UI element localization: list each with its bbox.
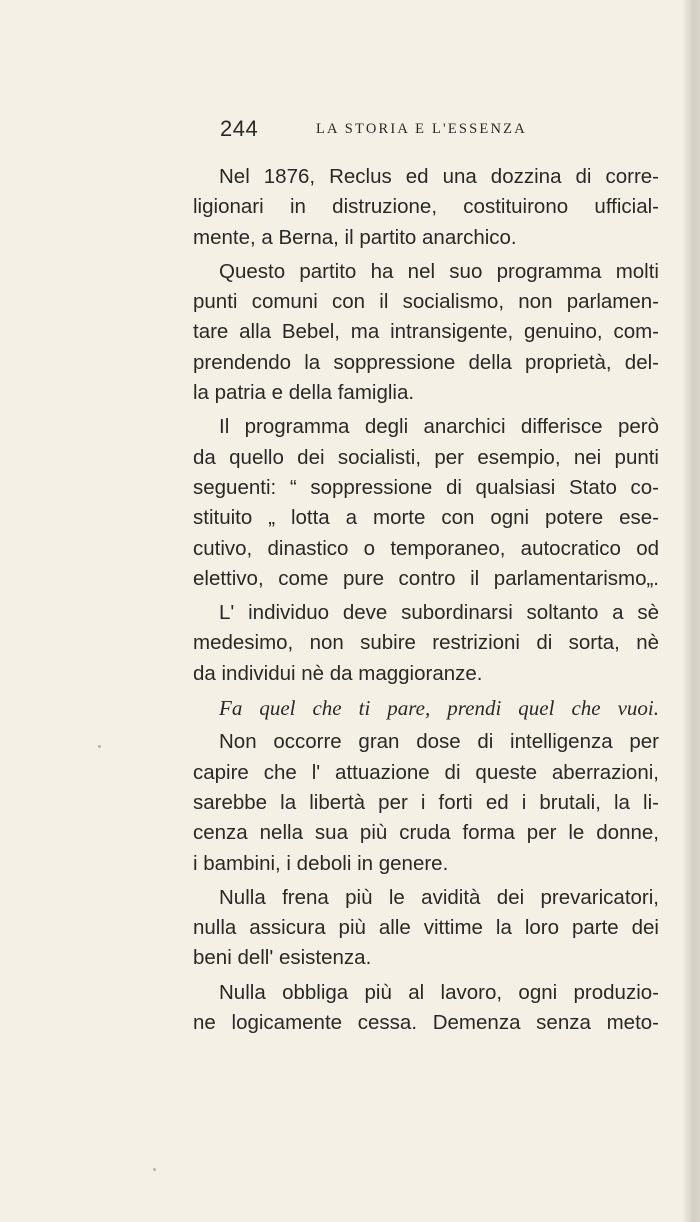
paragraph: [193, 727, 659, 878]
text-line: Nulla frena più le avidità dei prevaricatori,: [219, 885, 659, 909]
text-line: medesimo, non subire restrizioni di sorta, nè: [193, 631, 659, 655]
text-line: da quello dei socialisti, per esempio, nei punti: [193, 445, 659, 469]
text-line: beni dell' esistenza.: [193, 946, 372, 970]
body-text: [193, 162, 659, 1042]
italic-motto: [193, 693, 659, 723]
text-line: mente, a Berna, il partito anarchico.: [193, 225, 517, 249]
text-line: cenza nella sua più cruda forma per le donne,: [193, 821, 659, 845]
paper-speck: [153, 1168, 156, 1171]
text-line: prendendo la soppressione della proprietà, del-: [193, 350, 659, 374]
text-line: Fa quel che ti pare, prendi quel che vuoi.: [219, 696, 659, 721]
text-line: L' individuo deve subordinarsi soltanto a sè: [219, 601, 659, 625]
paragraph: [193, 257, 659, 408]
page-edge-shadow: [682, 0, 700, 1222]
text-line: seguenti: “ soppressione di qualsiasi Stato co-: [193, 475, 659, 499]
text-line: Questo partito ha nel suo programma molti: [219, 259, 659, 283]
text-line: Nulla obbliga più al lavoro, ogni produzio-: [219, 980, 659, 1004]
paragraph: [193, 883, 659, 974]
text-line: la patria e della famiglia.: [193, 381, 415, 405]
running-title: LA STORIA E L'ESSENZA: [316, 121, 527, 137]
text-line: elettivo, come pure contro il parlamentarismo„.: [193, 566, 659, 590]
text-line: Non occorre gran dose di intelligenza per: [219, 730, 659, 754]
text-line: Il programma degli anarchici differisce però: [219, 415, 659, 439]
text-line: punti comuni con il socialismo, non parlamen-: [193, 290, 659, 314]
text-line: nulla assicura più alle vittime la loro parte dei: [193, 916, 659, 940]
text-line: ligionari in distruzione, costituirono ufficial-: [193, 195, 659, 219]
text-line: da individui nè da maggioranze.: [193, 661, 483, 685]
paper-speck: [98, 745, 101, 748]
text-line: capire che l' attuazione di queste aberrazioni,: [193, 760, 659, 784]
paragraph: [193, 978, 659, 1039]
text-line: Nel 1876, Reclus ed una dozzina di corre-: [219, 165, 659, 188]
page-header: [220, 116, 660, 144]
paragraph: [193, 162, 659, 253]
page-number: 244: [220, 116, 259, 141]
text-line: cutivo, dinastico o temporaneo, autocratico od: [193, 536, 659, 560]
text-line: ne logicamente cessa. Demenza senza meto-: [193, 1011, 659, 1035]
paragraph: [193, 598, 659, 689]
text-line: sarebbe la libertà per i forti ed i brutali, la li-: [193, 790, 659, 814]
paragraph: [193, 412, 659, 594]
text-line: tare alla Bebel, ma intransigente, genuino, com-: [193, 320, 659, 344]
text-line: i bambini, i deboli in genere.: [193, 851, 449, 875]
text-line: stituito „ lotta a morte con ogni potere ese-: [193, 506, 659, 530]
